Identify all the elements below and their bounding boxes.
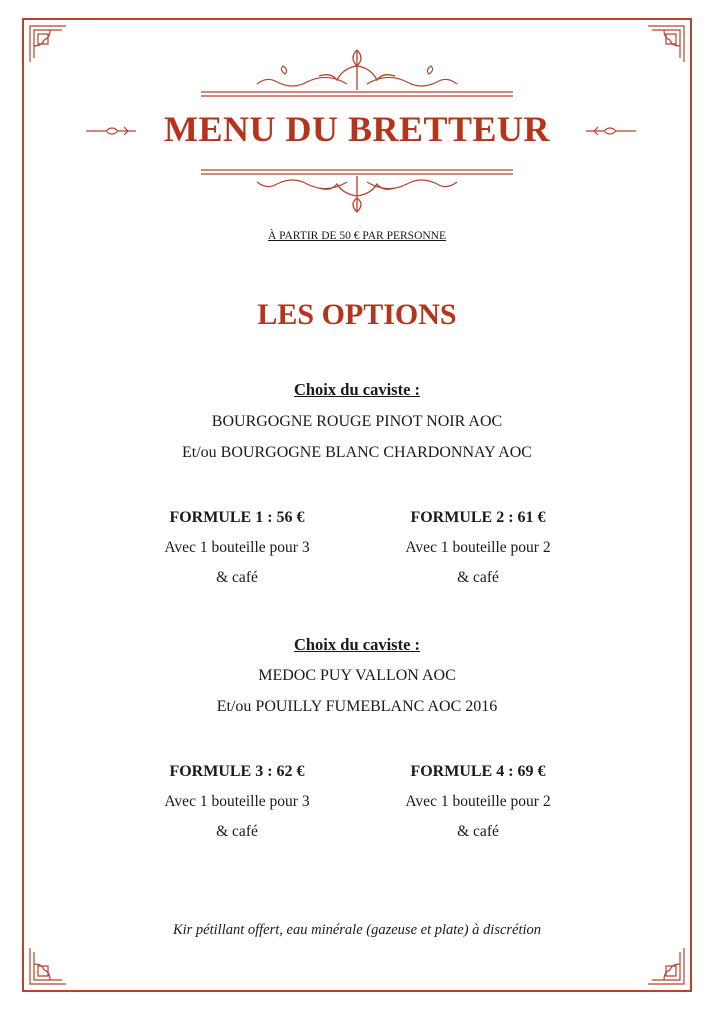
formule-title: FORMULE 4 : 69 €	[410, 763, 546, 780]
caviste-label: Choix du caviste :	[293, 635, 421, 654]
menu-title: MENU DU BRETTEUR	[163, 109, 551, 149]
page-border	[22, 18, 692, 992]
price-subtitle: À PARTIR DE 50 € PAR PERSONNE	[267, 230, 447, 242]
wine-option: Et/ou POUILLY FUMEBLANC AOC 2016	[216, 698, 498, 715]
formule-bottle-line: Avec 1 bouteille pour 2	[405, 539, 551, 556]
formule-bottle-line: Avec 1 bouteille pour 3	[164, 793, 310, 810]
caviste-label: Choix du caviste :	[293, 380, 421, 399]
footer-note: Kir pétillant offert, eau minérale (gazeuse et plate) à discrétion	[172, 922, 542, 938]
wine-option: Et/ou BOURGOGNE BLANC CHARDONNAY AOC	[182, 444, 532, 461]
formule-title: FORMULE 2 : 61 €	[410, 509, 546, 526]
formule-title: FORMULE 1 : 56 €	[169, 509, 305, 526]
formule-coffee-line: & café	[457, 823, 499, 840]
formule-card	[358, 509, 598, 587]
options-heading: LES OPTIONS	[257, 298, 457, 331]
formule-bottle-line: Avec 1 bouteille pour 3	[164, 539, 310, 556]
formule-card	[117, 763, 357, 841]
formule-bottle-line: Avec 1 bouteille pour 2	[405, 793, 551, 810]
formule-coffee-line: & café	[216, 569, 258, 586]
formule-coffee-line: & café	[216, 823, 258, 840]
formule-card	[358, 763, 598, 841]
formule-card	[117, 509, 357, 587]
formule-title: FORMULE 3 : 62 €	[169, 763, 305, 780]
wine-option: BOURGOGNE ROUGE PINOT NOIR AOC	[211, 413, 503, 430]
formule-coffee-line: & café	[457, 569, 499, 586]
corner-ornament-icon	[28, 946, 68, 986]
top-flourish-icon	[0, 44, 714, 100]
wine-option: MEDOC PUY VALLON AOC	[258, 667, 456, 684]
bottom-flourish-icon	[0, 168, 714, 218]
corner-ornament-icon	[646, 946, 686, 986]
